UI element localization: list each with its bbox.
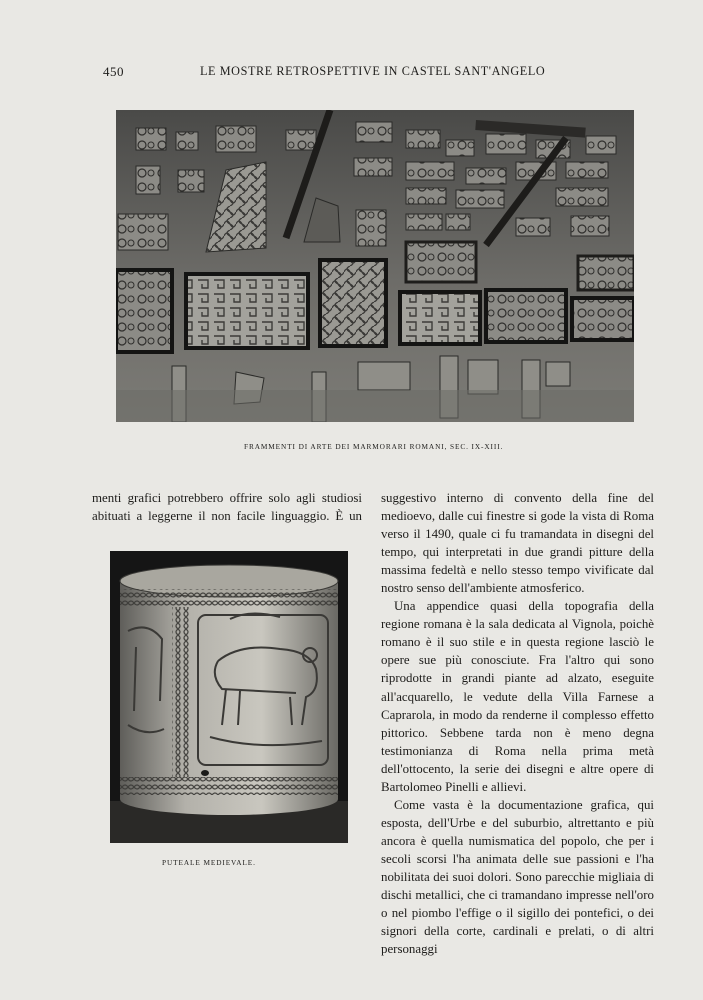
left-column-line: menti grafici potrebbero offrire solo agli studiosi <box>92 491 362 505</box>
figure-caption-wellhead: PUTEALE MEDIEVALE. <box>162 858 256 867</box>
photo-medieval-wellhead <box>110 551 348 843</box>
wellhead-illustration <box>110 551 348 843</box>
left-column <box>92 489 362 525</box>
page-number: 450 <box>103 64 124 79</box>
left-column-line: abituati a leggerne il non facile linguaggio. È un <box>92 509 362 524</box>
paragraph: Come vasta è la documentazione grafica, qui esposta, dell'Urbe e del suburbio, altrettanto e più ancora è quella numismatica del popolo, che per i secoli scorsi l'ha animata delle sue passioni e l'ha nobilitata dei suoi dolori. Sono parecchie migliaia di dischi metallici, che ci tramandano impresse nell'oro o nel piombo l'effige o il sigillo dei pontefici, o dei signori della corte, cardinali e prelati, o di altri personaggi <box>381 797 654 957</box>
figure-caption-marble-fragments: FRAMMENTI DI ARTE DEI MARMORARI ROMANI, SEC. IX-XIII. <box>244 442 504 451</box>
running-title: LE MOSTRE RETROSPETTIVE IN CASTEL SANT'ANGELO <box>200 64 546 78</box>
photo-marble-fragments <box>116 110 634 422</box>
marble-fragments-illustration <box>116 110 634 422</box>
right-column <box>381 489 654 958</box>
paragraph: Una appendice quasi della topografia della regione romana è la sala dedicata al Vignola, poichè romano è il suo stile e in questa regione lasciò le opere sue più conosciute. Fra l'altro qui sono riprodotte in grandi piante ad alzato, eseguite all'acquarello, le vedute della Villa Farnese a Caprarola, in modo da renderne il complesso effetto pittorico. Sebbene tarda non è meno degna testimonianza di Roma nella prima metà dell'ottocento, la serie dei disegni e altre opere di Bartolomeo Pinelli e allievi. <box>381 599 654 794</box>
paragraph: suggestivo interno di convento della fine del medioevo, dalle cui finestre si gode la vista di Roma verso il 1490, quale ci fu tramandata in disegni del tempo, qui interpretati in due grandi pitture della massima fedeltà e nello stesso tempo vivificate dal nostro senso dell'ambiente atmosferico. <box>381 491 654 596</box>
